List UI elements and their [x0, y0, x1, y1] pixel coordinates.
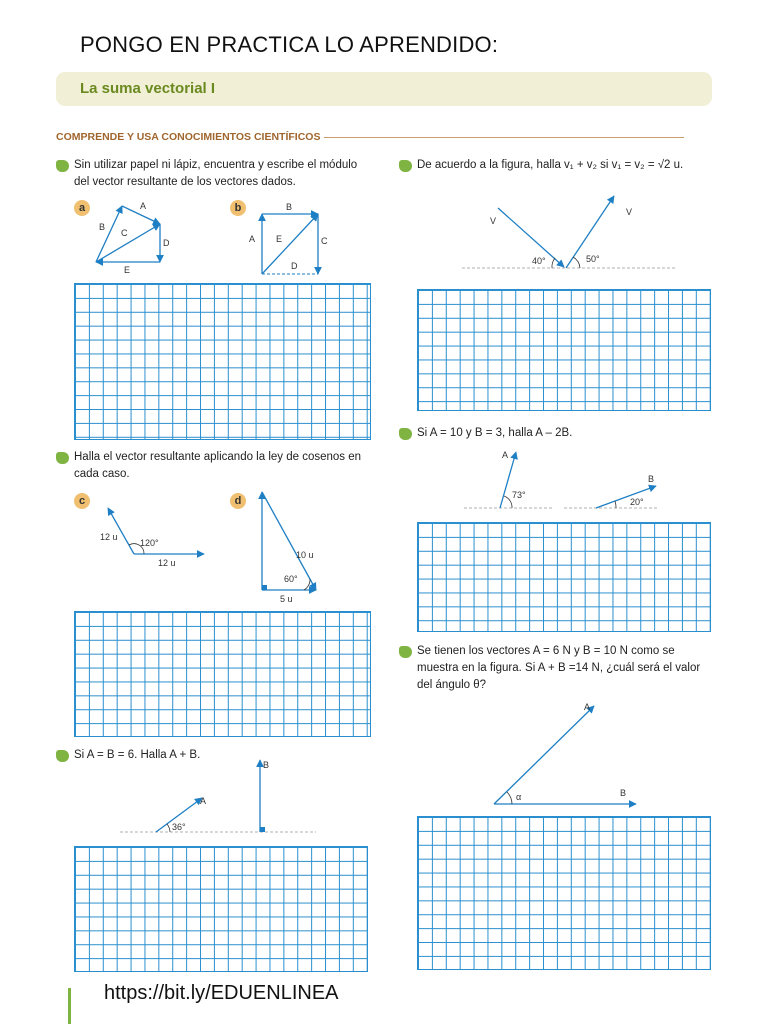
answer-grid-3[interactable]	[74, 846, 368, 972]
answer-grid-1[interactable]	[74, 283, 371, 440]
label-q3-B: B	[263, 760, 270, 770]
question-1-line-1: Sin utilizar papel ni lápiz, encuentra y escribe el módulo	[74, 159, 358, 171]
label-d-hyp: 10 u	[296, 550, 314, 560]
label-a-C: C	[121, 228, 128, 238]
label-d-base: 5 u	[280, 594, 293, 604]
question-1-line-2: del vector resultante de los vectores dados.	[74, 176, 296, 188]
figure-q3	[120, 756, 320, 838]
label-a-B: B	[99, 222, 106, 232]
right-angle-marker-q3	[260, 827, 265, 832]
label-c-side2: 12 u	[158, 558, 176, 568]
vector-a-C	[96, 224, 160, 262]
figure-b	[244, 198, 340, 278]
section-heading	[56, 131, 712, 143]
label-b-B: B	[286, 202, 293, 212]
badge-c: c	[74, 493, 90, 509]
label-q6-A: A	[584, 702, 591, 712]
question-bullet-5	[399, 428, 412, 440]
label-q3-angle: 36°	[172, 822, 186, 832]
question-4-text: De acuerdo a la figura, halla v₁ + v₂ si v₁ = v₂ = √2 u.	[417, 159, 684, 171]
answer-grid-2[interactable]	[74, 611, 371, 737]
footer-link[interactable]: https://bit.ly/EDUENLINEA	[104, 982, 339, 1004]
question-2-line-1: Halla el vector resultante aplicando la ley de cosenos en	[74, 451, 362, 463]
vector-q4-v1	[498, 208, 564, 267]
badge-a: a	[74, 200, 90, 216]
angle-arc-d	[304, 579, 310, 590]
label-q4-angle1: 40°	[532, 256, 546, 266]
label-b-E: E	[276, 234, 283, 244]
label-q5-angle1: 73°	[512, 490, 526, 500]
lesson-banner	[56, 72, 712, 106]
label-q3-A: A	[200, 796, 207, 806]
question-5-text: Si A = 10 y B = 3, halla A – 2B.	[417, 427, 573, 439]
vector-c-diagonal	[108, 508, 134, 554]
footer-accent-bar	[68, 988, 71, 1024]
label-b-D: D	[291, 261, 298, 271]
angle-arc-q3	[167, 824, 170, 832]
question-6-text	[417, 643, 717, 694]
label-c-angle: 120°	[140, 538, 159, 548]
figure-a	[88, 196, 188, 276]
vector-q6-A	[494, 706, 594, 804]
angle-arc-q4-left	[552, 258, 555, 268]
question-1-text	[74, 157, 384, 191]
figure-q5	[460, 446, 670, 512]
label-b-C: C	[321, 236, 328, 246]
figure-d	[252, 486, 332, 606]
label-q4-v2: V	[626, 207, 633, 217]
section-heading-text: COMPRENDE Y USA CONOCIMIENTOS CIENTÍFICOS	[56, 131, 321, 143]
label-d-angle: 60°	[284, 574, 298, 584]
angle-arc-q6	[507, 792, 512, 804]
label-q5-A: A	[502, 450, 509, 460]
angle-arc-q4-right	[573, 257, 580, 268]
vector-b-E	[262, 214, 318, 274]
question-bullet-4	[399, 160, 412, 172]
vector-q5-B	[596, 486, 656, 508]
question-6-line-3: del ángulo θ?	[417, 679, 487, 691]
question-6-line-1: Se tienen los vectores A = 6 N y B = 10 N como se	[417, 645, 675, 657]
angle-arc-q5-right	[615, 501, 616, 508]
lesson-title: La suma vectorial I	[80, 80, 216, 97]
label-c-side1: 12 u	[100, 532, 118, 542]
answer-grid-6[interactable]	[417, 816, 711, 970]
label-q4-v1: V	[490, 216, 497, 226]
question-bullet-2	[56, 452, 69, 464]
label-a-E: E	[124, 265, 131, 275]
answer-grid-4[interactable]	[417, 289, 711, 411]
label-q5-B: B	[648, 474, 655, 484]
badge-b: b	[230, 200, 246, 216]
question-2-text	[74, 449, 384, 483]
section-rule	[324, 137, 684, 138]
answer-grid-5[interactable]	[417, 522, 711, 632]
right-angle-marker	[262, 585, 267, 590]
question-bullet-6	[399, 646, 412, 658]
badge-d: d	[230, 493, 246, 509]
page-title: PONGO EN PRACTICA LO APRENDIDO:	[80, 32, 499, 57]
label-q6-B: B	[620, 788, 627, 798]
question-3-text: Si A = B = 6. Halla A + B.	[74, 749, 201, 761]
question-bullet-3	[56, 750, 69, 762]
angle-arc-q5-left	[504, 496, 512, 508]
question-6-line-2: muestra en la figura. Si A + B =14 N, ¿cuál será el valor	[417, 662, 701, 674]
question-bullet-1	[56, 160, 69, 172]
label-q5-angle2: 20°	[630, 497, 644, 507]
label-a-A: A	[140, 201, 147, 211]
label-q6-angle: α	[516, 792, 522, 802]
figure-q6	[490, 696, 650, 808]
question-2-line-2: cada caso.	[74, 468, 130, 480]
label-a-D: D	[163, 238, 170, 248]
figure-c	[96, 496, 212, 572]
label-q4-angle2: 50°	[586, 254, 600, 264]
figure-q4	[460, 190, 680, 272]
label-b-A: A	[249, 234, 256, 244]
